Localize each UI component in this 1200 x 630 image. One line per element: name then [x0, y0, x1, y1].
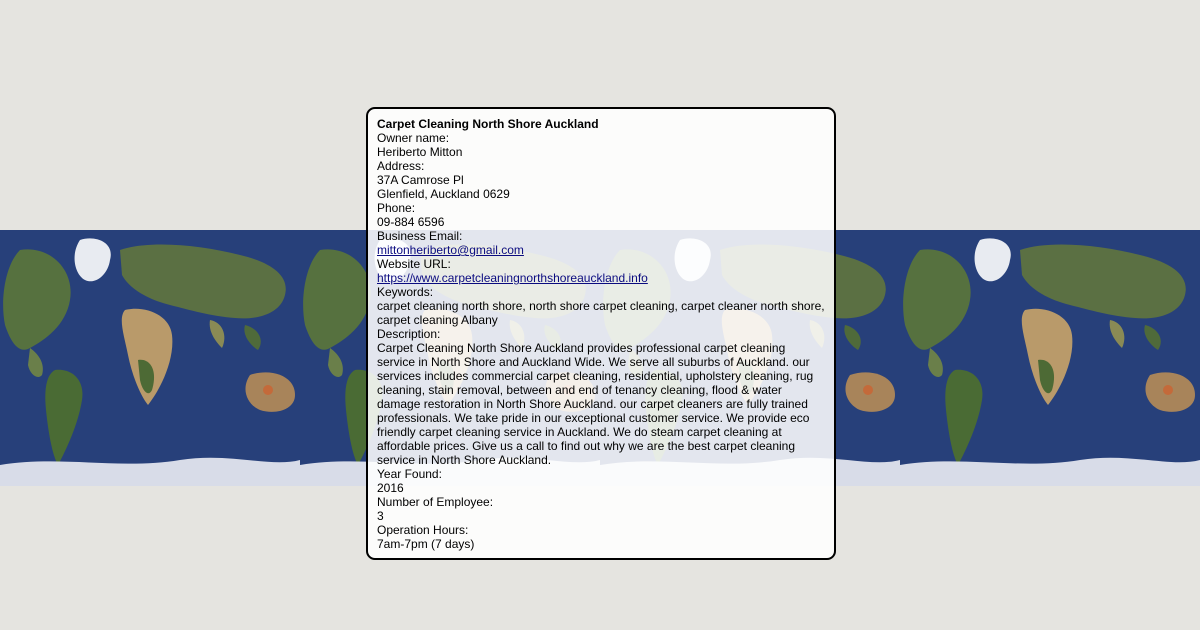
keywords-value: carpet cleaning north shore, north shore carpet cleaning, carpet cleaner north shore, carpet cleaning Albany [377, 299, 825, 327]
website-link[interactable]: https://www.carpetcleaningnorthshoreauckland.info [377, 271, 648, 285]
owner-label: Owner name: [377, 131, 450, 145]
website-label: Website URL: [377, 257, 451, 271]
business-info-card [366, 107, 836, 560]
year-label: Year Found: [377, 467, 442, 481]
hours-value: 7am-7pm (7 days) [377, 537, 475, 551]
keywords-label: Keywords: [377, 285, 434, 299]
description-label: Description: [377, 327, 441, 341]
year-value: 2016 [377, 481, 404, 495]
business-title: Carpet Cleaning North Shore Auckland [377, 117, 599, 131]
description-value: Carpet Cleaning North Shore Auckland provides professional carpet cleaning service in North Shore and Auckland Wide. We serve all suburbs of Auckland. our services includes commercial carpet cleaning, residential, upholstery cleaning, rug cleaning, stain removal, between and end of tenancy cleaning, flood & water damage restoration in North Shore Auckland. our carpet cleaners are fully trained professionals. We take pride in our exceptional customer service. We provide eco friendly carpet cleaning service in Auckland. We do steam carpet cleaning at affordable prices. Give us a call to find out why we are the best carpet cleaning service in North Shore Auckland. [377, 341, 814, 467]
address-line-2: Glenfield, Auckland 0629 [377, 187, 510, 201]
email-label: Business Email: [377, 229, 463, 243]
owner-value: Heriberto Mitton [377, 145, 463, 159]
phone-label: Phone: [377, 201, 416, 215]
email-link[interactable]: mittonheriberto@gmail.com [377, 243, 524, 257]
employees-label: Number of Employee: [377, 495, 494, 509]
address-line-1: 37A Camrose Pl [377, 173, 464, 187]
address-label: Address: [377, 159, 425, 173]
hours-label: Operation Hours: [377, 523, 469, 537]
phone-value: 09-884 6596 [377, 215, 445, 229]
employees-value: 3 [377, 509, 384, 523]
